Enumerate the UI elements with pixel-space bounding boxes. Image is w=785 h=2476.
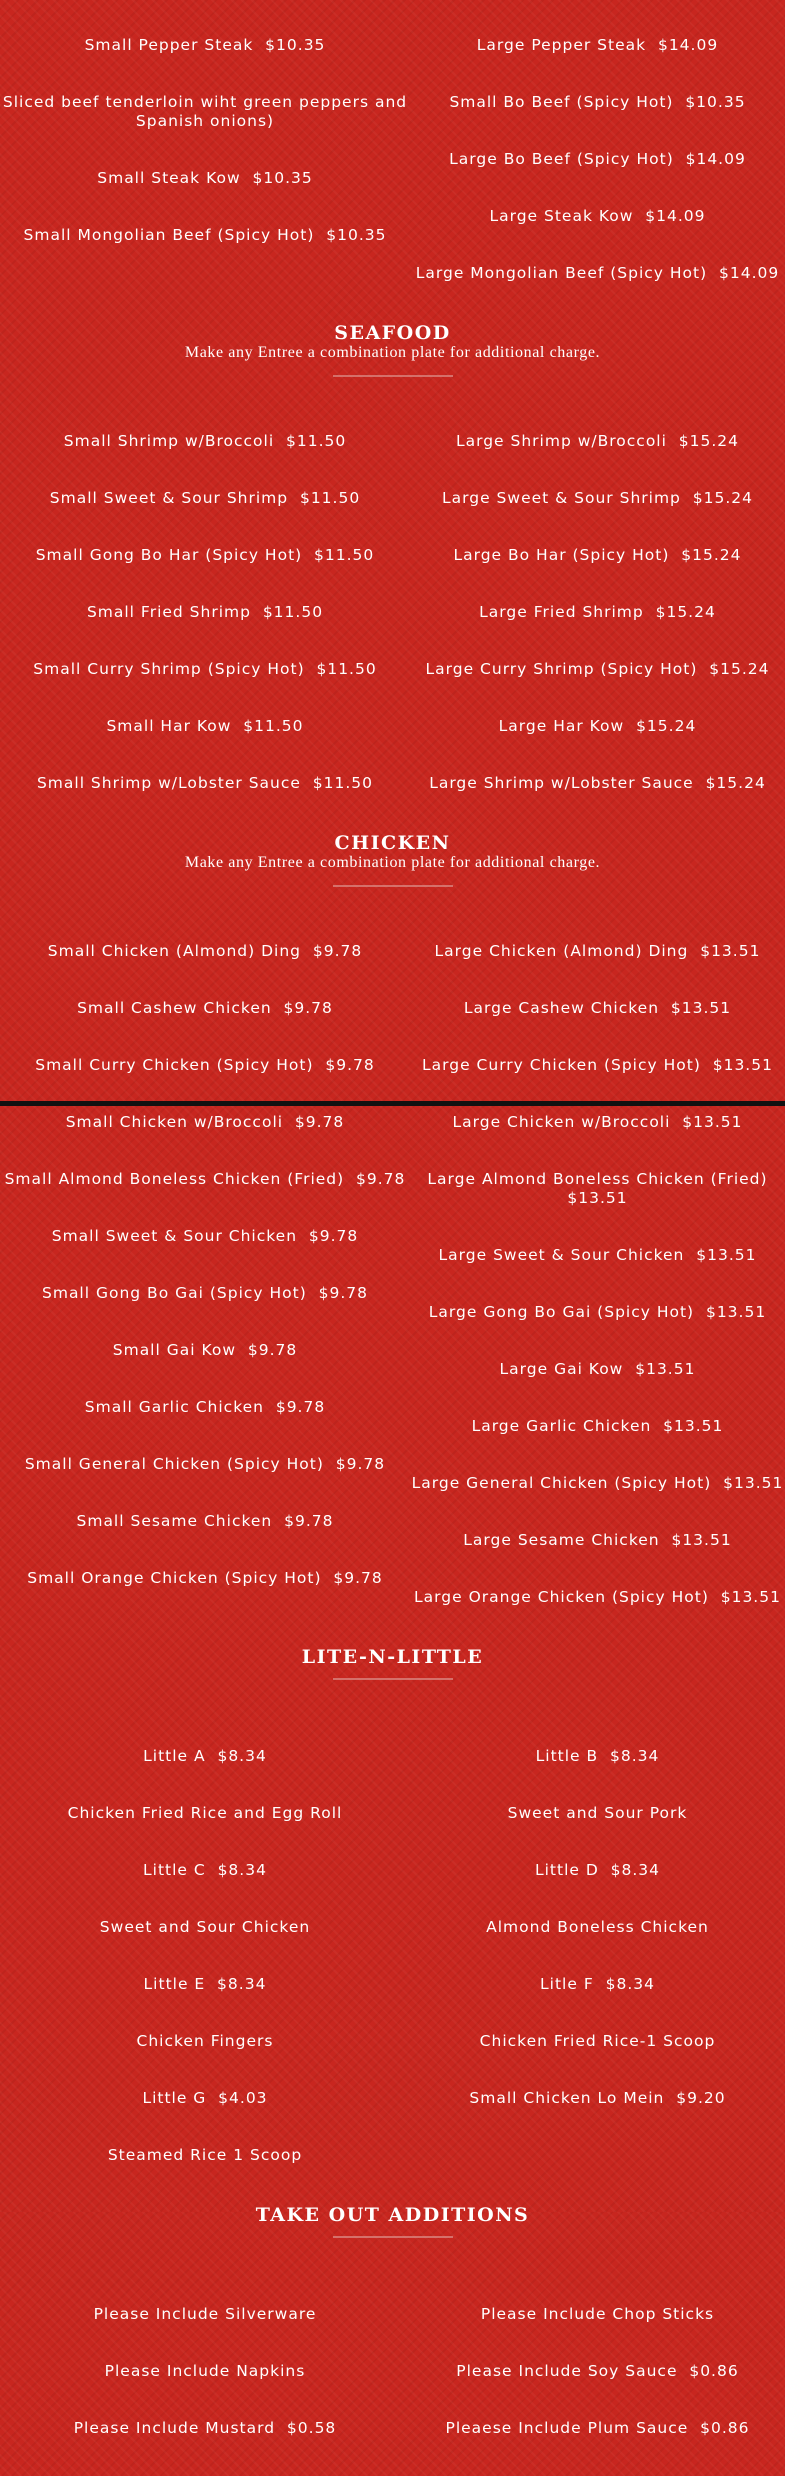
menu-item-description: Steamed Rice 1 Scoop — [107, 2146, 303, 2164]
lite-n-little-left-column — [0, 1709, 410, 2203]
seafood-left-column — [0, 394, 410, 831]
seafood-section-title: SEAFOOD — [334, 322, 451, 344]
menu-item: Large Har Kow $15.24 — [498, 717, 697, 735]
menu-item: Large Bo Har (Spicy Hot) $15.24 — [453, 546, 742, 564]
beef-right-column — [410, 0, 785, 321]
menu-item: Small Almond Boneless Chicken (Fried) $9.78 — [4, 1170, 406, 1188]
menu-item: Small Shrimp w/Lobster Sauce $11.50 — [36, 774, 374, 792]
menu-item: Large Curry Chicken (Spicy Hot) $13.51 — [422, 1056, 773, 1074]
menu-item: Large Orange Chicken (Spicy Hot) $13.51 — [414, 1588, 781, 1606]
menu-item: Small Fried Shrimp $11.50 — [86, 603, 324, 621]
menu-item: Large Gong Bo Gai (Spicy Hot) $13.51 — [428, 1303, 767, 1321]
menu-item: Large Sweet & Sour Chicken $13.51 — [438, 1246, 757, 1264]
take-out-additions-right-column — [410, 2267, 785, 2476]
menu-item: Large Mongolian Beef (Spicy Hot) $14.09 — [415, 264, 780, 282]
menu-item: Small Steak Kow $10.35 — [97, 169, 313, 187]
menu-item: Please Include Chop Sticks — [480, 2305, 715, 2323]
menu-item: Small Mongolian Beef (Spicy Hot) $10.35 — [23, 226, 387, 244]
menu-item: Small Chicken w/Broccoli $9.78 — [65, 1113, 345, 1131]
menu-item: Small Sweet & Sour Shrimp $11.50 — [49, 489, 361, 507]
menu-item-description: Sweet and Sour Chicken — [99, 1918, 311, 1936]
menu-item-description: Chicken Fingers — [136, 2032, 274, 2050]
menu-item: Small General Chicken (Spicy Hot) $9.78 — [24, 1455, 386, 1473]
chicken-section-title: CHICKEN — [334, 832, 451, 854]
bottom-bar — [0, 1101, 785, 1106]
menu-item: Please Include Napkins — [104, 2362, 306, 2380]
menu-item-description: Sliced beef tenderloin wiht green peppers and Spanish onions) — [2, 93, 414, 130]
take-out-additions-items — [0, 2267, 785, 2476]
chicken-items — [0, 904, 785, 1645]
menu-item: Little B $8.34 — [535, 1747, 660, 1765]
menu-item: Large Shrimp w/Lobster Sauce $15.24 — [429, 774, 766, 792]
menu-item: Little C $8.34 — [143, 1861, 267, 1879]
menu-item: Please Include Soy Sauce $0.86 — [456, 2362, 739, 2380]
menu-item: Pleaese Include Plum Sauce $0.86 — [445, 2419, 750, 2437]
menu-item: Litle F $8.34 — [540, 1975, 655, 1993]
section-divider — [333, 885, 453, 887]
beef-items — [0, 0, 785, 321]
seafood-right-column — [410, 394, 785, 831]
menu-item: Large Sesame Chicken $13.51 — [463, 1531, 732, 1549]
menu-item: Large Gai Kow $13.51 — [499, 1360, 696, 1378]
seafood-items — [0, 394, 785, 831]
lite-n-little-right-column — [410, 1709, 785, 2203]
menu-item: Large Bo Beef (Spicy Hot) $14.09 — [449, 150, 746, 168]
menu-item: Large General Chicken (Spicy Hot) $13.51 — [411, 1474, 784, 1492]
menu-item: Small Gai Kow $9.78 — [112, 1341, 298, 1359]
menu-item: Large Shrimp w/Broccoli $15.24 — [455, 432, 740, 450]
menu-item: Large Curry Shrimp (Spicy Hot) $15.24 — [425, 660, 770, 678]
menu-item: Large Sweet & Sour Shrimp $15.24 — [442, 489, 753, 507]
menu-item: Small Curry Shrimp (Spicy Hot) $11.50 — [33, 660, 377, 678]
menu-item: Please Include Silverware — [93, 2305, 317, 2323]
menu-item: Small Curry Chicken (Spicy Hot) $9.78 — [35, 1056, 375, 1074]
menu-item: Large Cashew Chicken $13.51 — [463, 999, 732, 1017]
menu-item: Little E $8.34 — [143, 1975, 267, 1993]
menu-item: Small Har Kow $11.50 — [106, 717, 304, 735]
menu-item-description: Chicken Fried Rice and Egg Roll — [67, 1804, 343, 1822]
take-out-additions-left-column — [0, 2267, 410, 2476]
section-divider — [333, 2236, 453, 2238]
menu-item: Small Gong Bo Har (Spicy Hot) $11.50 — [35, 546, 375, 564]
lite-n-little-items — [0, 1709, 785, 2203]
menu-item: Large Steak Kow $14.09 — [489, 207, 706, 225]
menu-item: Little A $8.34 — [143, 1747, 267, 1765]
menu-item: Large Chicken w/Broccoli $13.51 — [452, 1113, 743, 1131]
menu-item: Large Fried Shrimp $15.24 — [479, 603, 716, 621]
menu-item: Small Orange Chicken (Spicy Hot) $9.78 — [27, 1569, 383, 1587]
menu-item: Large Almond Boneless Chicken (Fried) $13.51 — [427, 1170, 780, 1207]
menu-item-description: Chicken Fried Rice-1 Scoop — [479, 2032, 716, 2050]
menu-item: Small Garlic Chicken $9.78 — [84, 1398, 326, 1416]
menu-item: Small Bo Beef (Spicy Hot) $10.35 — [449, 93, 746, 111]
menu-item: Large Chicken (Almond) Ding $13.51 — [434, 942, 761, 960]
menu-item: Large Pepper Steak $14.09 — [476, 36, 719, 54]
menu-item: Small Sesame Chicken $9.78 — [76, 1512, 334, 1530]
menu-item-description: Almond Boneless Chicken — [486, 1918, 709, 1936]
menu-item: Please Include Mustard $0.58 — [73, 2419, 337, 2437]
chicken-right-column — [410, 904, 785, 1645]
section-divider — [333, 375, 453, 377]
take-out-additions-section-title: TAKE OUT ADDITIONS — [255, 2204, 530, 2226]
chicken-left-column — [0, 904, 410, 1645]
menu-item: Small Shrimp w/Broccoli $11.50 — [63, 432, 347, 450]
section-divider — [333, 1678, 453, 1680]
menu-item: Small Pepper Steak $10.35 — [84, 36, 326, 54]
menu-item: Large Garlic Chicken $13.51 — [471, 1417, 724, 1435]
menu-item: Little D $8.34 — [534, 1861, 661, 1879]
menu-item: Small Chicken Lo Mein $9.20 — [469, 2089, 726, 2107]
menu-item: Small Gong Bo Gai (Spicy Hot) $9.78 — [42, 1284, 368, 1302]
lite-n-little-section-title: LITE-N-LITTLE — [301, 1646, 484, 1668]
menu-item: Small Cashew Chicken $9.78 — [77, 999, 333, 1017]
beef-left-column — [0, 0, 414, 321]
menu-item: Small Sweet & Sour Chicken $9.78 — [51, 1227, 359, 1245]
chicken-section-note: Make any Entree a combination plate for additional charge. — [184, 854, 601, 871]
menu-item-description: Sweet and Sour Pork — [507, 1804, 688, 1822]
seafood-section-note: Make any Entree a combination plate for additional charge. — [184, 344, 601, 361]
menu-item: Little G $4.03 — [142, 2089, 268, 2107]
menu-item: Small Chicken (Almond) Ding $9.78 — [47, 942, 363, 960]
